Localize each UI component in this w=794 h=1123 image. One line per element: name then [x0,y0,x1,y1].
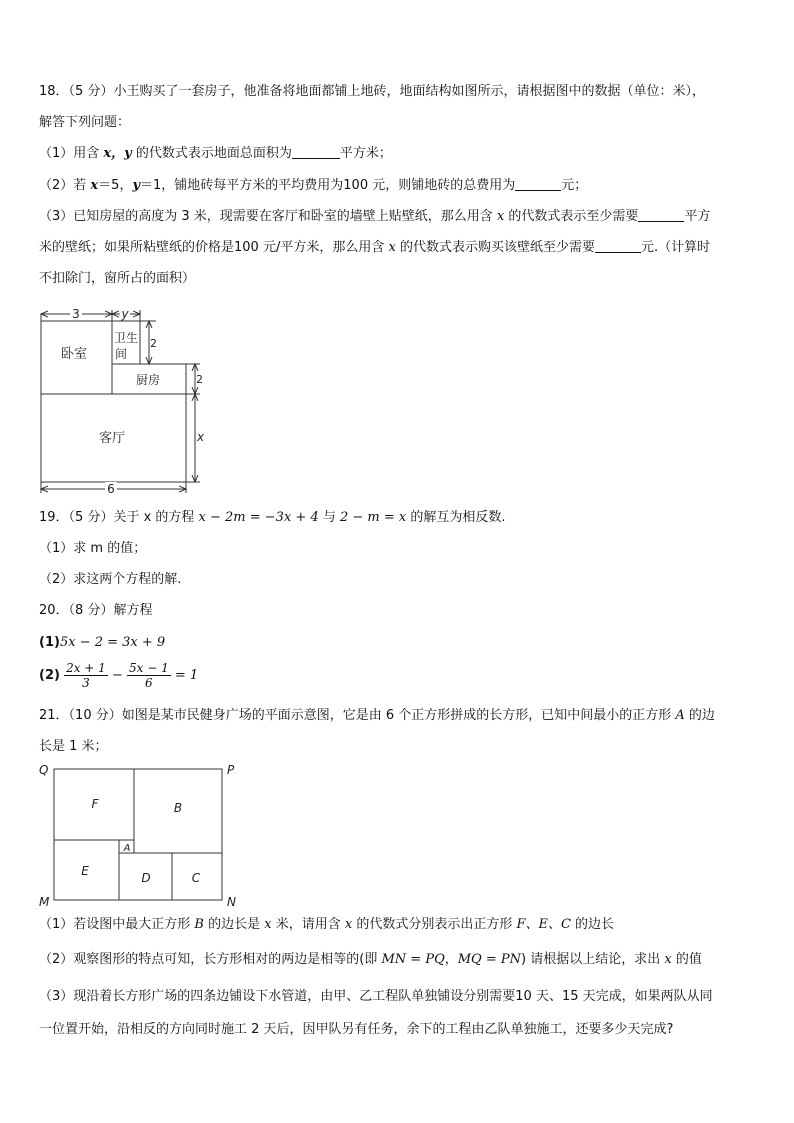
square-E: E [81,864,89,878]
fraction-1: $\frac{2x + 1}{3}$ [66,661,106,690]
q21-part1: （1）若设图中最大正方形 B 的边长是 x 米，请用含 x 的代数式分别表示出正方形 F、E、C 的边长 [39,917,615,932]
q18-part1: （1）用含 x，y 的代数式表示地面总面积为 平方米； [39,146,392,161]
square-D: D [141,871,151,885]
q21-stem-line2: 长是 1 米； [39,739,108,754]
room-bedroom: 卧室 [60,347,88,362]
q18-stem-line2: 解答下列问题： [39,115,131,130]
q21-part3-line1: （3）现沿着长方形广场的四条边铺设下水管道，由甲、乙工程队单独铺设分别需要10 天、15 天完成，如果两队从同 [39,989,713,1004]
room-living: 客厅 [98,431,126,446]
q20-part1: (1)5x − 2 = 3x + 9 [39,635,166,650]
q18-stem-line1: 18．（5 分）小王购买了一套房子，他准备将地面都铺上地砖，地面结构如图所示，请根据图中的数据（单位：米）， [39,84,705,99]
dim-label-x: x [197,430,205,444]
q18-part3-line1: （3）已知房屋的高度为 3 米，现需要在客厅和卧室的墙壁上贴壁纸，那么用含 x 的代数式表示至少需要 平方 [39,209,711,224]
q21-stem-line1: 21．（10 分）如图是某市民健身广场的平面示意图，它是由 6 个正方形拼成的长方形，已知中间最小的正方形 A 的边 [39,708,715,723]
q19-stem: 19．（5 分）关于 x 的方程 x − 2m = −3x + 4 与 2 − m = x 的解互为相反数. [39,510,506,525]
square-A: A [123,843,131,854]
fraction-2: $\frac{5x - 1}{6}$ [129,661,169,690]
q18-part2: （2）若 x＝5，y＝1，铺地砖每平方米的平均费用为100 元，则铺地砖的总费用为 元； [39,178,588,193]
dim-label-y: y [121,307,129,321]
corner-M: M [39,895,50,909]
square-B: B [173,801,183,815]
square-F: F [91,797,99,811]
q21-part2: （2）观察图形的特点可知，长方形相对的两边是相等的(即 MN = PQ，MQ = PN) 请根据以上结论，求出 x 的值 [39,952,702,967]
dim-label-6: 6 [107,482,115,496]
q18-part3-line3: 不扣除门，窗所占的面积） [39,271,196,286]
dim-label-2-top: 2 [150,337,157,350]
room-kitchen: 厨房 [135,373,161,387]
q18-part3-line2: 米的壁纸；如果所粘壁纸的价格是100 元/平方米，那么用含 x 的代数式表示购买该壁纸至少需要 元.（计算时 [39,240,711,255]
q19-part2: （2）求这两个方程的解. [39,572,182,587]
room-bathroom-1: 卫生 [113,331,139,345]
corner-N: N [227,895,236,909]
q21-part3-line2: 一位置开始，沿相反的方向同时施工 2 天后，因甲队另有任务，余下的工程由乙队单独施工，还要多少天完成? [39,1022,674,1037]
dim-label-2-mid: 2 [196,373,203,386]
q20-part2: (2) $\frac{2x + 1}{3}$ − $\frac{5x - 1}{6}$ = 1 [39,661,199,690]
square-C: C [191,871,201,885]
q19-part1: （1）求 m 的值； [39,541,147,556]
corner-Q: Q [39,763,49,777]
room-bathroom-2: 间 [114,347,128,361]
q20-stem: 20．（8 分）解方程 [39,603,153,618]
dim-label-3: 3 [72,307,80,321]
corner-P: P [227,763,235,777]
